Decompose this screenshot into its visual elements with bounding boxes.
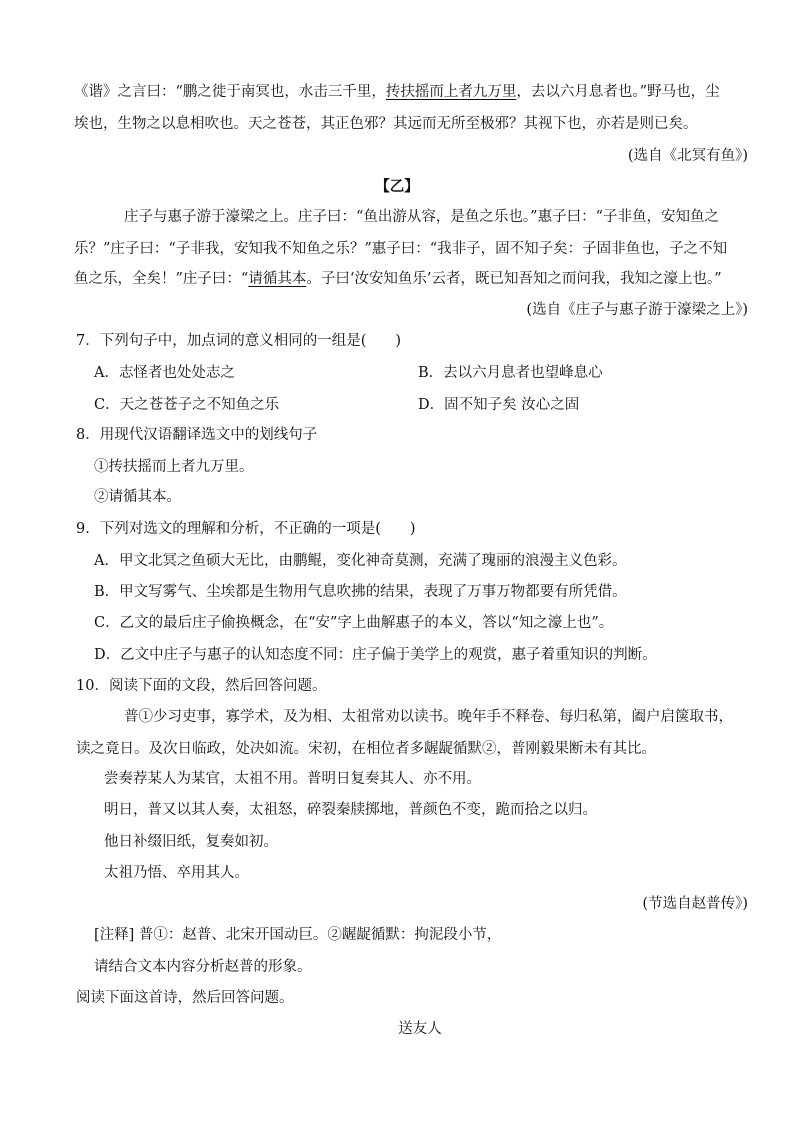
jia-line-2: 埃也，生物之以息相吹也。天之苍苍，其正色邪？其远而无所至极邪？其视下也，亦若是则已矣。 xyxy=(74,116,698,132)
poem-title: 送友人 xyxy=(398,1021,442,1037)
underlined-sentence-1: 抟扶摇而上者九万里 xyxy=(385,84,517,100)
yi-line-3-post: 。子曰‘汝安知鱼乐’云者，既已知吾知之而问我，我知之濠上也。” xyxy=(306,271,722,287)
yi-heading: 【乙】 xyxy=(375,179,419,195)
yi-line-3 xyxy=(74,269,794,289)
q8-item-1: ①抟扶摇而上者九万里。 xyxy=(94,459,254,475)
q10-note: [注释] 普①：赵普、北宋开国动巨。②龌龊循默：拘泥段小节， xyxy=(94,927,502,943)
q7-option-c: C．天之苍苍子之不知鱼之乐 xyxy=(94,397,280,413)
q9-option-c: C．乙文的最后庄子偷换概念，在“安”字上曲解惠子的本义，答以“知之濠上也”。 xyxy=(94,615,614,631)
jia-line-1 xyxy=(74,82,754,102)
q9-option-a: A．甲文北冥之鱼硕大无比，由鹏鲲，变化神奇莫测，充满了瑰丽的浪漫主义色彩。 xyxy=(94,553,627,569)
q9-option-b: B．甲文写雾气、尘埃都是生物用气息吹拂的结果，表现了万事万物都要有所凭借。 xyxy=(94,584,627,600)
q7-option-d: D．固不知子矣 汝心之固 xyxy=(418,397,580,413)
jia-line-1-pre: 《谐》之言曰：“鹏之徙于南冥也，水击三千里， xyxy=(74,84,386,100)
q10-passage-line-1: 普①少习吏事，寡学术，及为相、太祖常劝以读书。晚年手不释卷、每归私第，阖户启箧取书， xyxy=(124,709,733,725)
q10-source: (节选自赵普传》) xyxy=(642,896,748,912)
yi-line-2: 乐？”庄子曰：“子非我，安知我不知鱼之乐？”惠子曰：“我非子，固不知子矣：子固非鱼也，子之不知 xyxy=(74,241,728,257)
q10-passage-line-4: 明日，普又以其人奏，太祖怒，碎裂秦牍掷地，普颜色不变，跪而拾之以归。 xyxy=(104,802,597,818)
q7-stem: 7．下列句子中，加点词的意义相同的一组是( ) xyxy=(76,333,402,349)
q10-passage-line-6: 太祖乃悟、卒用其人。 xyxy=(104,865,249,881)
q8-item-2: ②请循其本。 xyxy=(94,489,181,505)
q9-option-d: D．乙文中庄子与惠子的认知态度不同：庄子偏于美学上的观赏，惠子着重知识的判断。 xyxy=(94,647,657,663)
underlined-sentence-2: 请循其本 xyxy=(248,271,307,287)
yi-line-3-pre: 鱼之乐，全矣！”庄子曰：“ xyxy=(74,271,249,287)
jia-source: (选自《北冥有鱼》) xyxy=(627,148,748,164)
q8-stem: 8．用现代汉语翻译选文中的划线句子 xyxy=(76,427,318,443)
q7-option-b: B．去以六月息者也望峰息心 xyxy=(418,365,603,381)
q9-stem: 9．下列对选文的理解和分析，不正确的一项是( ) xyxy=(76,521,416,537)
yi-line-1: 庄子与惠子游于濠梁之上。庄子曰：“鱼出游从容，是鱼之乐也。”惠子曰：“子非鱼，安知鱼之 xyxy=(124,209,719,225)
q10-passage-line-5: 他日补缀旧纸，复奏如初。 xyxy=(104,834,278,850)
q10-stem: 10．阅读下面的文段，然后回答问题。 xyxy=(76,678,327,694)
q10-passage-line-3: 尝奏荐某人为某官，太祖不用。普明日复奏其人、亦不用。 xyxy=(104,771,481,787)
yi-source: (选自《庄子与惠子游于濠梁之上》) xyxy=(526,302,748,318)
jia-line-1-post: ，去以六月息者也。”野马也，尘 xyxy=(516,84,720,100)
q10-task: 请结合文本内容分析赵普的形象。 xyxy=(94,959,312,975)
q10-passage-line-2: 读之竟日。及次日临政，处决如流。宋初，在相位者多龌龊循默②，普刚毅果断未有其比。 xyxy=(76,741,656,757)
q7-option-a: A．志怪者也处处志之 xyxy=(94,365,235,381)
poem-intro: 阅读下面这首诗，然后回答问题。 xyxy=(76,990,294,1006)
